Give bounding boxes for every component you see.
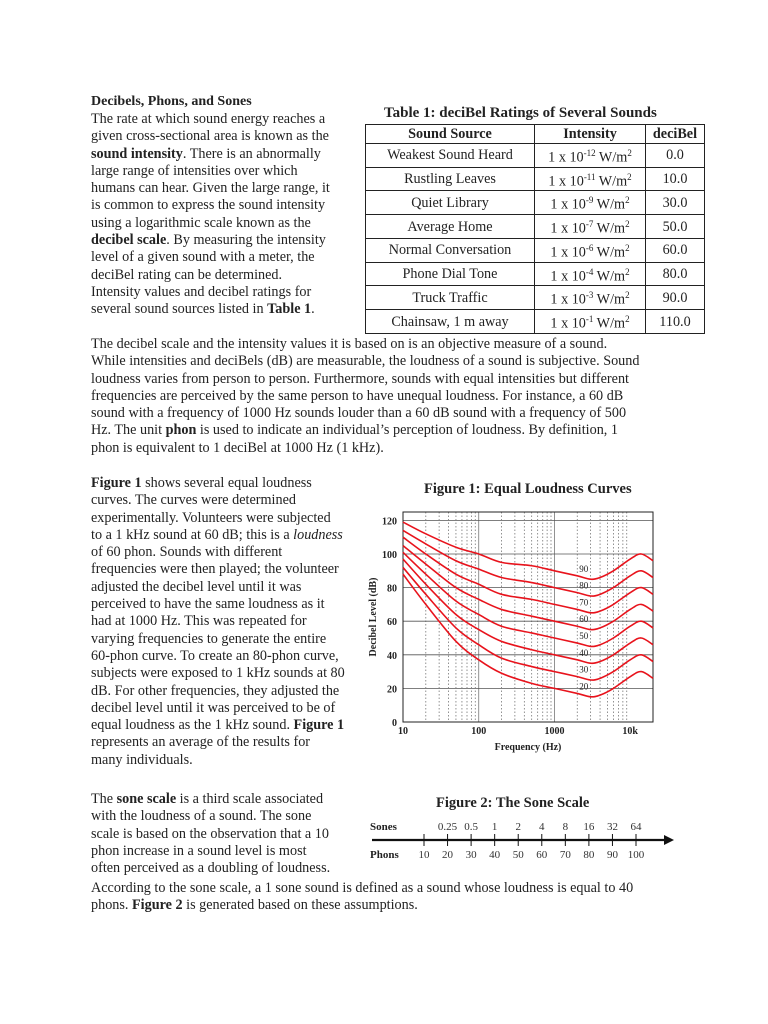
- decibel-cell: 80.0: [646, 262, 705, 286]
- x-tick-label: 100: [471, 726, 487, 737]
- sound-source-cell: Chainsaw, 1 m away: [366, 310, 535, 334]
- y-axis-label: Decibel Level (dB): [368, 577, 379, 657]
- text-line: Hz. The unit phon is used to indicate an individual’s perception of loudness. By definition, 1: [91, 422, 618, 439]
- text-line: equal loudness as the 1 kHz sound. Figure 1: [91, 717, 345, 734]
- text-line: of 60 phon. Sounds with different: [91, 544, 283, 561]
- plot-frame: [403, 512, 653, 722]
- y-tick-label: 60: [387, 617, 397, 629]
- text-line: humans can hear. Given the large range, it: [91, 180, 330, 197]
- text-line: According to the sone scale, a 1 sone sound is defined as a sound whose loudness is equal to 40: [91, 880, 634, 896]
- decibel-cell: 60.0: [646, 238, 705, 262]
- intensity-cell: 1 x $10^{-12}$ $W/m^2$: [535, 144, 646, 168]
- text-line: perceived to have the same loudness as it: [91, 596, 325, 613]
- text-line: adjusted the decibel level until it was: [91, 578, 302, 595]
- text-line: phon increase in a sound level is most: [91, 842, 307, 859]
- intensity-cell: 1 x $10^{-11}$ $W/m^2$: [535, 167, 646, 191]
- intensity-cell: 1 x $10^{-4}$ $W/m^2$: [535, 262, 646, 286]
- text-line: experimentally. Volunteers were subjected: [91, 509, 331, 526]
- sound-source-cell: Weakest Sound Heard: [366, 144, 535, 168]
- curve-label: 40: [579, 647, 589, 658]
- y-tick-label: 20: [387, 684, 397, 696]
- sound-source-cell: Rustling Leaves: [366, 167, 535, 191]
- decibel-table: [365, 124, 705, 334]
- intensity-cell: 1 x $10^{-9}$ $W/m^2$: [535, 191, 646, 215]
- y-tick-label: 80: [387, 583, 397, 595]
- table-row: [366, 167, 705, 191]
- text-line: The rate at which sound energy reaches a: [91, 111, 326, 127]
- table-row: [366, 238, 705, 262]
- text-line: Figure 1 shows several equal loudness: [91, 475, 312, 491]
- x-tick-label: 10k: [622, 726, 638, 737]
- text-line: sound intensity. There is an abnormally: [91, 145, 321, 162]
- phons-row-label: Phons: [370, 849, 399, 861]
- sone-value-label: 64: [630, 821, 642, 833]
- sound-source-cell: Average Home: [366, 215, 535, 239]
- phon-value-label: 20: [442, 849, 454, 861]
- section-heading: Decibels, Phons, and Sones: [91, 94, 252, 109]
- text-line: subjects were exposed to 1 kHz sounds at 80: [91, 665, 345, 682]
- y-tick-label: 120: [382, 516, 397, 528]
- text-line: curves. The curves were determined: [91, 492, 296, 509]
- phon-value-label: 40: [489, 849, 501, 861]
- table-row: [366, 215, 705, 239]
- text-line: with the loudness of a sound. The sone: [91, 808, 312, 825]
- text-line: varying frequencies to generate the entire: [91, 630, 327, 647]
- sones-row-label: Sones: [370, 821, 397, 833]
- bold-term: Table 1: [267, 301, 312, 318]
- table-row: [366, 144, 705, 168]
- phon-value-label: 80: [583, 849, 595, 861]
- text-line: decibel scale. By measuring the intensity: [91, 232, 326, 249]
- italic-term: loudness: [293, 526, 343, 543]
- intensity-cell: 1 x $10^{-7}$ $W/m^2$: [535, 215, 646, 239]
- text-line: frequencies were then played; the volunteer: [91, 561, 339, 578]
- loudness-paragraph: [91, 336, 691, 457]
- bold-term: sound intensity: [91, 145, 183, 162]
- text-line: dB. For other frequencies, they adjusted the: [91, 682, 340, 699]
- intensity-cell: 1 x $10^{-3}$ $W/m^2$: [535, 286, 646, 310]
- phon-value-label: 50: [512, 849, 524, 861]
- text-line: Intensity values and decibel ratings for: [91, 283, 312, 300]
- text-line: to a 1 kHz sound at 60 dB; this is a loudness: [91, 526, 343, 543]
- phon-value-label: 30: [465, 849, 477, 861]
- scale-arrowhead: [664, 835, 674, 845]
- text-line: several sound sources listed in Table 1.: [91, 301, 315, 318]
- phon-value-label: 60: [536, 849, 548, 861]
- curve-label: 60: [579, 614, 589, 625]
- text-line: phons. Figure 2 is generated based on these assumptions.: [91, 897, 418, 914]
- decibel-cell: 110.0: [646, 310, 705, 334]
- intro-paragraph: [91, 111, 366, 319]
- text-line: had at 1000 Hz. This was repeated for: [91, 613, 307, 630]
- curve-label: 90: [579, 563, 589, 574]
- text-line: large range of intensities over which: [91, 162, 298, 179]
- bold-term: decibel scale: [91, 232, 167, 249]
- loudness-curve-90: [403, 522, 653, 579]
- bold-term: Figure 1: [293, 717, 345, 734]
- text-line: scale is based on the observation that a 10: [91, 825, 329, 842]
- text-line: deciBel rating can be determined.: [91, 266, 283, 283]
- bold-term: Figure 2: [132, 897, 183, 914]
- decibel-cell: 0.0: [646, 144, 705, 168]
- y-tick-label: 0: [392, 718, 397, 729]
- text-line: loudness varies from person to person. Furthermore, sounds with equal intensities but different: [91, 370, 629, 387]
- sone-definition-paragraph: [91, 880, 691, 915]
- curve-label: 50: [579, 631, 589, 642]
- text-line: level of a given sound with a meter, the: [91, 249, 315, 266]
- text-line: represents an average of the results for: [91, 734, 311, 751]
- header-decibel: deciBel: [646, 125, 705, 144]
- table-header-row: [366, 125, 705, 144]
- figure1-description: [91, 475, 371, 769]
- curve-label: 70: [579, 597, 589, 608]
- decibel-cell: 10.0: [646, 167, 705, 191]
- text-line: sound with a frequency of 1000 Hz sounds louder than a 60 dB sound with a frequency of 500: [91, 405, 627, 422]
- text-line: 60-phon curve. To create an 80-phon curve,: [91, 647, 339, 664]
- phon-value-label: 100: [627, 849, 645, 861]
- text-line: using a logarithmic scale known as the: [91, 214, 311, 231]
- x-tick-label: 1000: [544, 726, 565, 737]
- y-tick-label: 40: [387, 650, 397, 662]
- decibel-cell: 50.0: [646, 215, 705, 239]
- loudness-curve-20: [403, 574, 653, 697]
- text-line: is common to express the sound intensity: [91, 197, 326, 214]
- text-line: While intensities and deciBels (dB) are measurable, the loudness of a sound is subjective. Sound: [91, 353, 640, 370]
- figure1-title: Figure 1: Equal Loudness Curves: [424, 481, 632, 497]
- table-row: [366, 191, 705, 215]
- sone-value-label: 8: [562, 821, 569, 833]
- table-row: [366, 310, 705, 334]
- phon-value-label: 10: [418, 849, 430, 861]
- sound-source-cell: Truck Traffic: [366, 286, 535, 310]
- sone-paragraph: [91, 791, 381, 877]
- sound-source-cell: Normal Conversation: [366, 238, 535, 262]
- x-tick-label: 10: [398, 726, 408, 737]
- sound-source-cell: Phone Dial Tone: [366, 262, 535, 286]
- sone-value-label: 16: [583, 821, 595, 833]
- header-intensity: Intensity: [535, 125, 646, 144]
- curve-label: 80: [579, 580, 589, 591]
- phon-value-label: 90: [606, 849, 618, 861]
- intensity-cell: 1 x $10^{-1}$ $W/m^2$: [535, 310, 646, 334]
- text-line: frequencies are perceived by the same person to have unequal loudness. For instance, a 60 dB: [91, 387, 624, 404]
- x-axis-label: Frequency (Hz): [494, 742, 562, 753]
- phon-value-label: 70: [559, 849, 571, 861]
- table-title: Table 1: deciBel Ratings of Several Sounds: [384, 105, 657, 121]
- sone-value-label: 1: [491, 821, 498, 833]
- text-line: The sone scale is a third scale associated: [91, 791, 324, 807]
- sone-value-label: 0.5: [464, 821, 478, 833]
- intensity-cell: 1 x $10^{-6}$ $W/m^2$: [535, 238, 646, 262]
- sound-source-cell: Quiet Library: [366, 191, 535, 215]
- table-row: [366, 262, 705, 286]
- bold-term: Figure 1: [91, 475, 142, 491]
- header-sound-source: Sound Source: [366, 125, 535, 144]
- decibel-cell: 30.0: [646, 191, 705, 215]
- table-row: [366, 286, 705, 310]
- text-line: given cross-sectional area is known as the: [91, 128, 329, 145]
- text-line: phon is equivalent to 1 deciBel at 1000 Hz (1 kHz).: [91, 439, 384, 456]
- sone-scale-figure: [368, 814, 678, 864]
- sone-value-label: 4: [539, 821, 545, 833]
- text-line: decibel level until it was perceived to be of: [91, 699, 336, 716]
- curve-label: 20: [579, 681, 589, 692]
- equal-loudness-chart: [365, 496, 665, 756]
- figure2-title: Figure 2: The Sone Scale: [436, 795, 590, 811]
- text-line: many individuals.: [91, 751, 193, 768]
- bold-term: phon: [165, 422, 197, 439]
- sone-value-label: 0.25: [437, 821, 458, 833]
- text-line: often perceived as a doubling of loudness.: [91, 860, 331, 877]
- bold-term: sone scale: [116, 791, 177, 807]
- decibel-cell: 90.0: [646, 286, 705, 310]
- sone-value-label: 2: [515, 821, 521, 833]
- sone-value-label: 32: [606, 821, 618, 833]
- curve-label: 30: [579, 664, 589, 675]
- y-tick-label: 100: [382, 550, 397, 561]
- text-line: The decibel scale and the intensity values it is based on is an objective measure of a sound.: [91, 336, 608, 352]
